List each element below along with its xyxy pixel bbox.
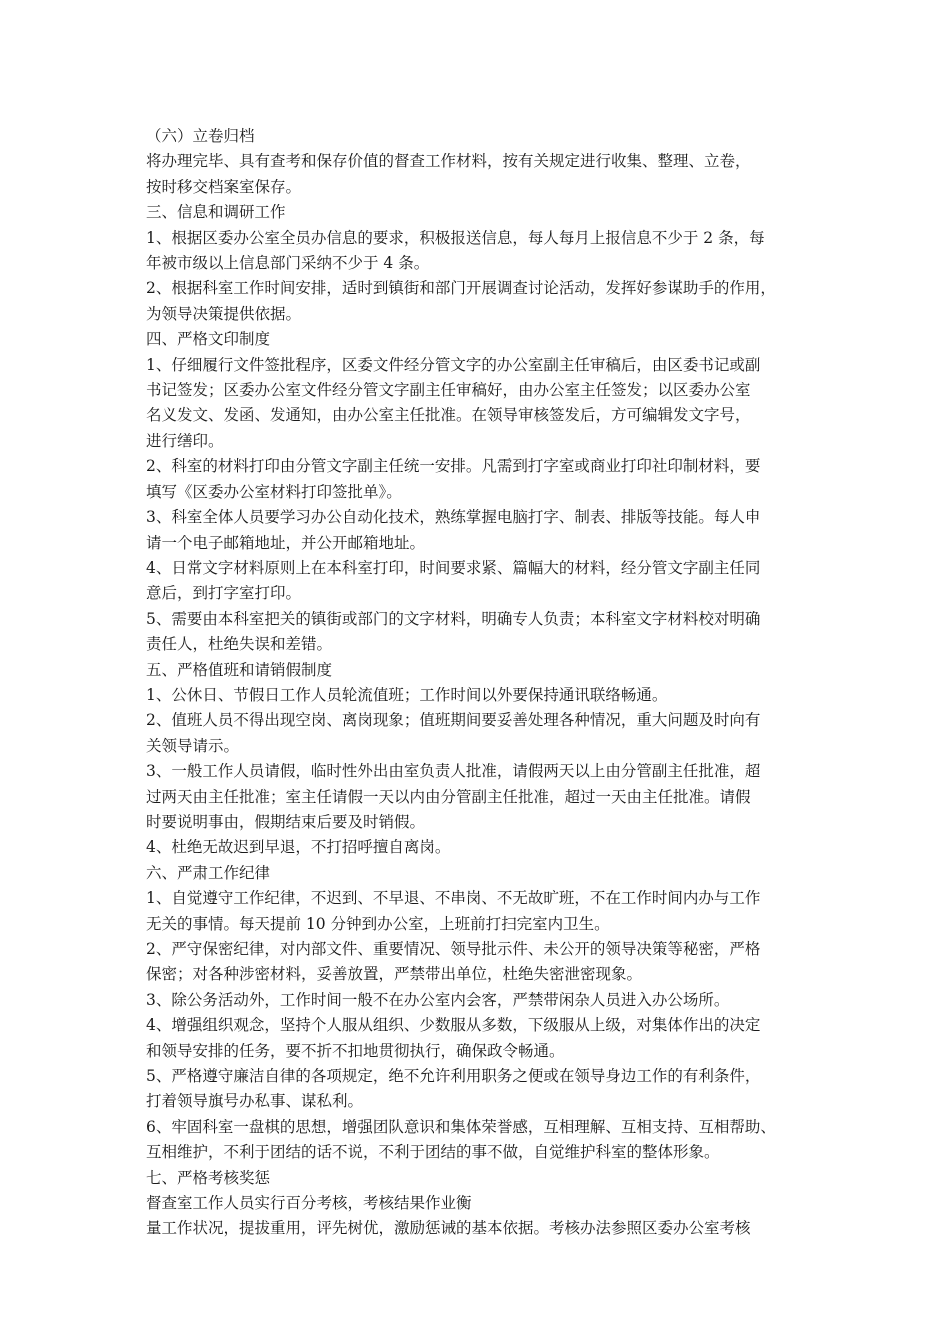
text-line: 打着领导旗号办私事、谋私利。	[146, 1092, 364, 1111]
text-line: 七、严格考核奖惩	[146, 1168, 271, 1187]
text-line: 意后，到打字室打印。	[146, 584, 302, 603]
text-line: 六、严肃工作纪律	[146, 863, 271, 882]
text-line: 请一个电子邮箱地址，并公开邮箱地址。	[146, 533, 426, 552]
text-line: 量工作状况，提拔重用，评先树优，激励惩诫的基本依据。考核办法参照区委办公室考核	[146, 1219, 751, 1238]
text-line: 3、除公务活动外，工作时间一般不在办公室内会客，严禁带闲杂人员进入办公场所。	[146, 990, 730, 1009]
text-line: 无关的事情。每天提前 10 分钟到办公室，上班前打扫完室内卫生。	[146, 914, 610, 933]
text-line: 2、根据科室工作时间安排，适时到镇街和部门开展调查讨论活动，发挥好参谋助手的作用，	[146, 279, 776, 298]
text-line: 互相维护，不利于团结的话不说，不利于团结的事不做，自觉维护科室的整体形象。	[146, 1143, 720, 1162]
text-line: 进行缮印。	[146, 431, 224, 450]
text-line: 1、自觉遵守工作纪律，不迟到、不早退、不串岗、不无故旷班，不在工作时间内办与工作	[146, 889, 761, 908]
text-line: 3、科室全体人员要学习办公自动化技术，熟练掌握电脑打字、制表、排版等技能。每人申	[146, 508, 761, 527]
document-body	[146, 124, 826, 1242]
text-line: 2、严守保密纪律，对内部文件、重要情况、领导批示件、未公开的领导决策等秘密，严格	[146, 940, 761, 958]
text-line: 保密；对各种涉密材料，妥善放置，严禁带出单位，杜绝失密泄密现象。	[146, 965, 643, 984]
text-line: 关领导请示。	[146, 736, 240, 755]
text-line: 1、根据区委办公室全员办信息的要求，积极报送信息，每人每月上报信息不少于 2 条，每	[146, 228, 765, 247]
text-line: 四、严格文印制度	[146, 330, 271, 349]
text-line: 将办理完毕、具有查考和保存价值的督查工作材料，按有关规定进行收集、整理、立卷，	[146, 152, 751, 171]
text-line: 三、信息和调研工作	[146, 203, 286, 222]
text-line: 1、公休日、节假日工作人员轮流值班；工作时间以外要保持通讯联络畅通。	[146, 685, 668, 704]
text-line: 五、严格值班和请销假制度	[146, 660, 333, 679]
text-line: 和领导安排的任务，要不折不扣地贯彻执行，确保政令畅通。	[146, 1041, 565, 1060]
text-line: 4、增强组织观念，坚持个人服从组织、少数服从多数，下级服从上级，对集体作出的决定	[146, 1016, 761, 1035]
text-line: 时要说明事由，假期结束后要及时销假。	[146, 812, 426, 831]
text-line: 2、科室的材料打印由分管文字副主任统一安排。凡需到打字室或商业打印社印制材料，要	[146, 457, 761, 476]
text-line: 2、值班人员不得出现空岗、离岗现象；值班期间要妥善处理各种情况，重大问题及时向有	[146, 711, 761, 730]
text-line: 书记签发；区委办公室文件经分管文字副主任审稿好，由办公室主任签发；以区委办公室	[146, 381, 751, 400]
text-line: （六）立卷归档	[146, 127, 255, 145]
text-line: 责任人，杜绝失误和差错。	[146, 635, 333, 654]
text-line: 3、一般工作人员请假，临时性外出由室负责人批准，请假两天以上由分管副主任批准，超	[146, 762, 761, 781]
text-line: 督查室工作人员实行百分考核，考核结果作业衡	[146, 1194, 472, 1213]
text-line: 1、仔细履行文件签批程序，区委文件经分管文字的办公室副主任审稿后，由区委书记或副	[146, 355, 761, 374]
text-line: 4、日常文字材料原则上在本科室打印，时间要求紧、篇幅大的材料，经分管文字副主任同	[146, 558, 761, 577]
text-line: 为领导决策提供依据。	[146, 304, 302, 323]
text-line: 填写《区委办公室材料打印签批单》。	[146, 482, 402, 501]
text-line: 名义发文、发函、发通知，由办公室主任批准。在领导审核签发后，方可编辑发文字号，	[146, 406, 751, 425]
text-line: 5、需要由本科室把关的镇街或部门的文字材料，明确专人负责；本科室文字材料校对明确	[146, 609, 761, 628]
text-line: 6、牢固科室一盘棋的思想，增强团队意识和集体荣誉感，互相理解、互相支持、互相帮助、	[146, 1117, 776, 1136]
text-line: 5、严格遵守廉洁自律的各项规定，绝不允许利用职务之便或在领导身边工作的有利条件，	[146, 1067, 761, 1086]
text-line: 过两天由主任批准；室主任请假一天以内由分管副主任批准，超过一天由主任批准。请假	[146, 787, 751, 806]
text-line: 按时移交档案室保存。	[146, 177, 302, 196]
text-line: 4、杜绝无故迟到早退，不打招呼擅自离岗。	[146, 838, 451, 857]
text-line: 年被市级以上信息部门采纳不少于 4 条。	[146, 254, 430, 273]
